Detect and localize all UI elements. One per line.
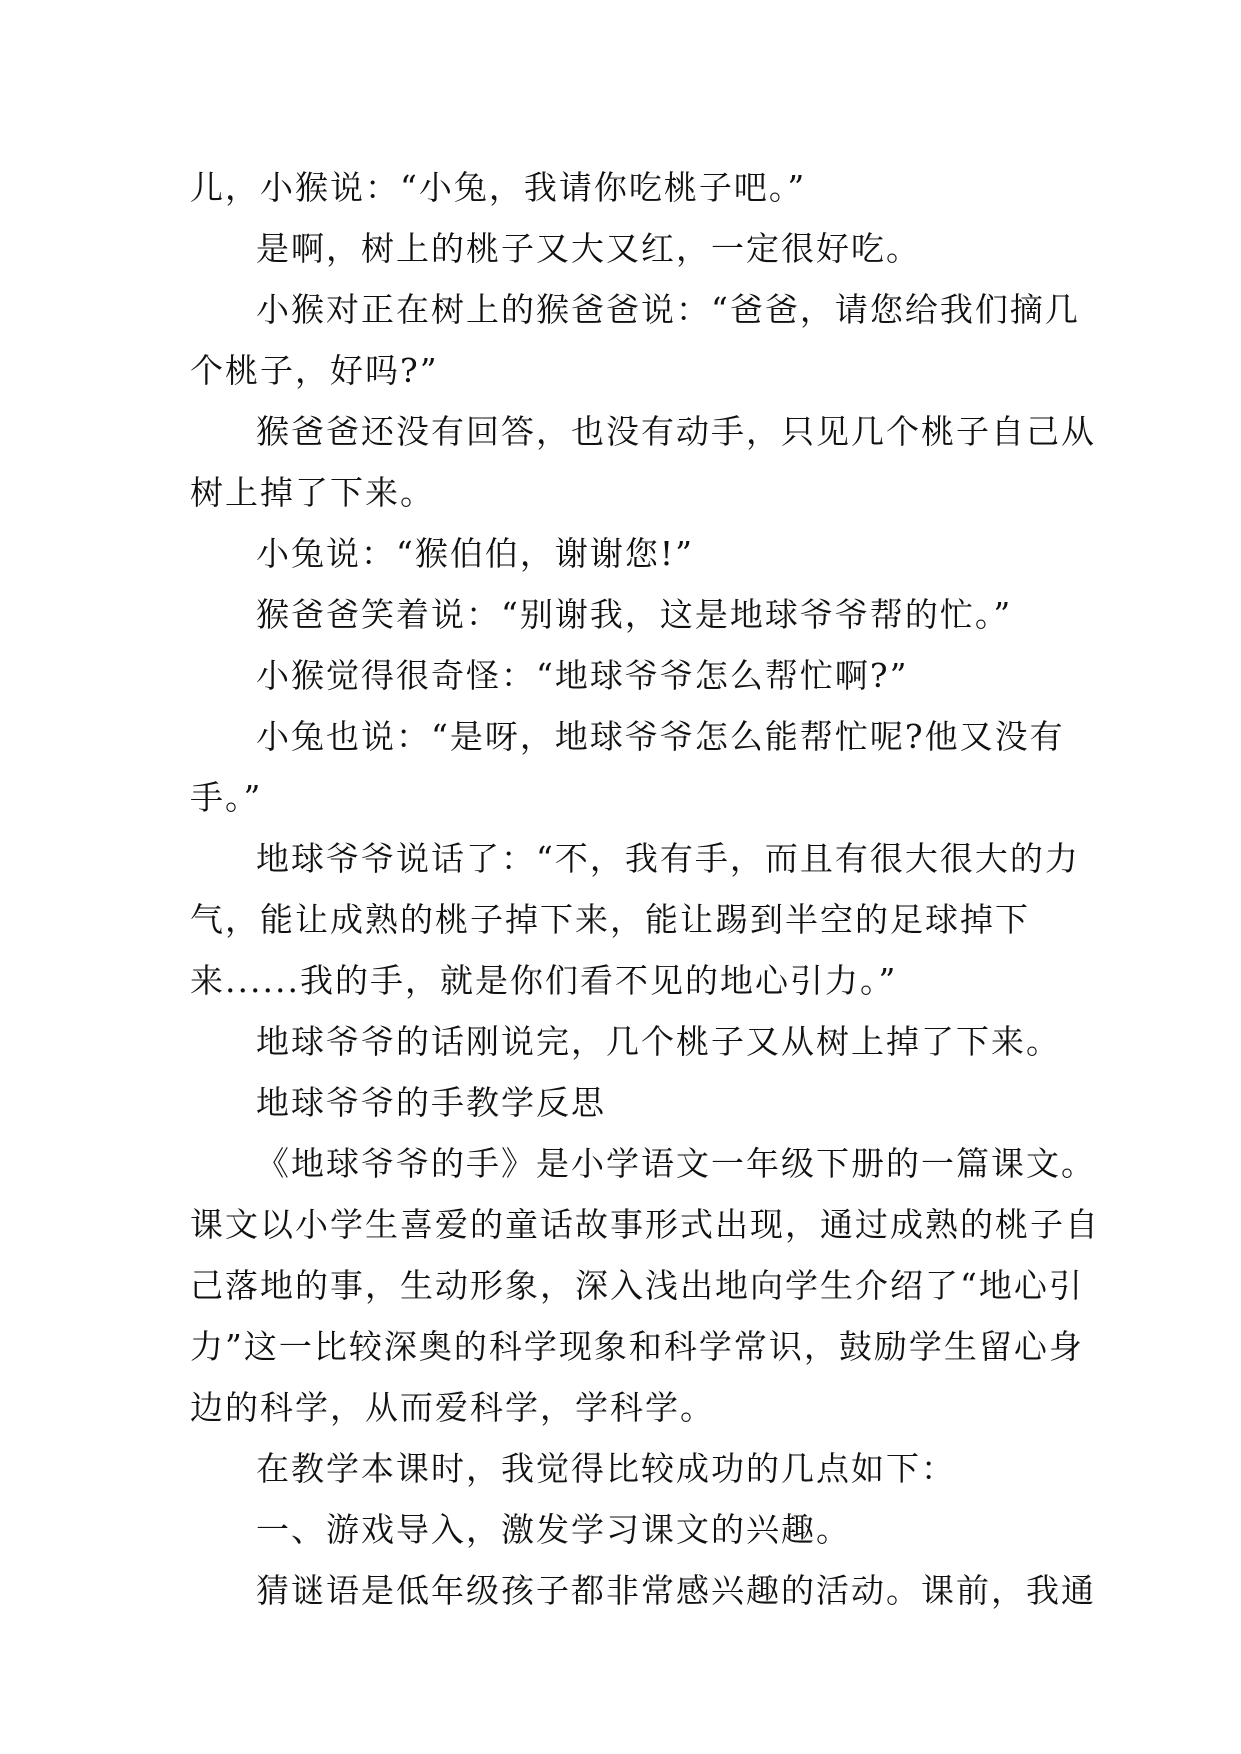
- text-line: 小猴对正在树上的猴爸爸说：“爸爸，请您给我们摘几: [256, 290, 1080, 329]
- text-line: 手。”: [190, 778, 263, 817]
- paragraph: [190, 1438, 1050, 1499]
- paragraph: [190, 1499, 1050, 1560]
- paragraph: [190, 279, 1080, 401]
- text-line: 己落地的事，生动形象，深入浅出地向学生介绍了“地心引: [190, 1266, 1084, 1305]
- paragraph: [190, 706, 1065, 828]
- text-line: 小兔说：“猴伯伯，谢谢您!”: [256, 534, 695, 573]
- paragraph: [190, 218, 1050, 279]
- paragraph: [190, 1072, 1050, 1133]
- paragraph: [190, 1133, 1100, 1438]
- text-line: 地球爷爷的话刚说完，几个桃子又从树上掉了下来。: [256, 1022, 1061, 1061]
- text-line: 小兔也说：“是呀，地球爷爷怎么能帮忙呢?他又没有: [256, 717, 1065, 756]
- paragraph: [190, 157, 1050, 218]
- text-line: 在教学本课时，我觉得比较成功的几点如下：: [256, 1449, 956, 1488]
- paragraph: [190, 401, 1096, 523]
- document-body: [190, 157, 1100, 1621]
- text-line: 课文以小学生喜爱的童话故事形式出现，通过成熟的桃子自: [190, 1205, 1100, 1244]
- text-line: 猴爸爸还没有回答，也没有动手，只见几个桃子自己从: [256, 412, 1096, 451]
- text-line: 是啊，树上的桃子又大又红，一定很好吃。: [256, 229, 921, 268]
- text-line: 地球爷爷的手教学反思: [256, 1083, 606, 1122]
- paragraph: [190, 645, 1050, 706]
- text-line: 儿，小猴说：“小兔，我请你吃桃子吧。”: [190, 168, 807, 207]
- paragraph: [190, 828, 1080, 1011]
- text-line: 力”这一比较深奥的科学现象和科学常识，鼓励学生留心身: [190, 1327, 1084, 1366]
- text-line: 猜谜语是低年级孩子都非常感兴趣的活动。课前，我通: [256, 1571, 1096, 1610]
- text-line: 小猴觉得很奇怪：“地球爷爷怎么帮忙啊?”: [256, 656, 909, 695]
- text-line: 气，能让成熟的桃子掉下来，能让踢到半空的足球掉下: [190, 900, 1030, 939]
- text-line: 边的科学，从而爱科学，学科学。: [190, 1388, 715, 1427]
- text-line: 地球爷爷说话了：“不，我有手，而且有很大很大的力: [256, 839, 1080, 878]
- paragraph: [190, 1560, 1096, 1621]
- paragraph: [190, 584, 1050, 645]
- text-line: 个桃子，好吗?”: [190, 351, 439, 390]
- text-line: 树上掉了下来。: [190, 473, 435, 512]
- text-line: 来......我的手，就是你们看不见的地心引力。”: [190, 961, 898, 1000]
- paragraph: [190, 1011, 1061, 1072]
- text-line: 猴爸爸笑着说：“别谢我，这是地球爷爷帮的忙。”: [256, 595, 1013, 634]
- paragraph: [190, 523, 1050, 584]
- text-line: 一、游戏导入，激发学习课文的兴趣。: [256, 1510, 851, 1549]
- text-line: 《地球爷爷的手》是小学语文一年级下册的一篇课文。: [256, 1144, 1096, 1183]
